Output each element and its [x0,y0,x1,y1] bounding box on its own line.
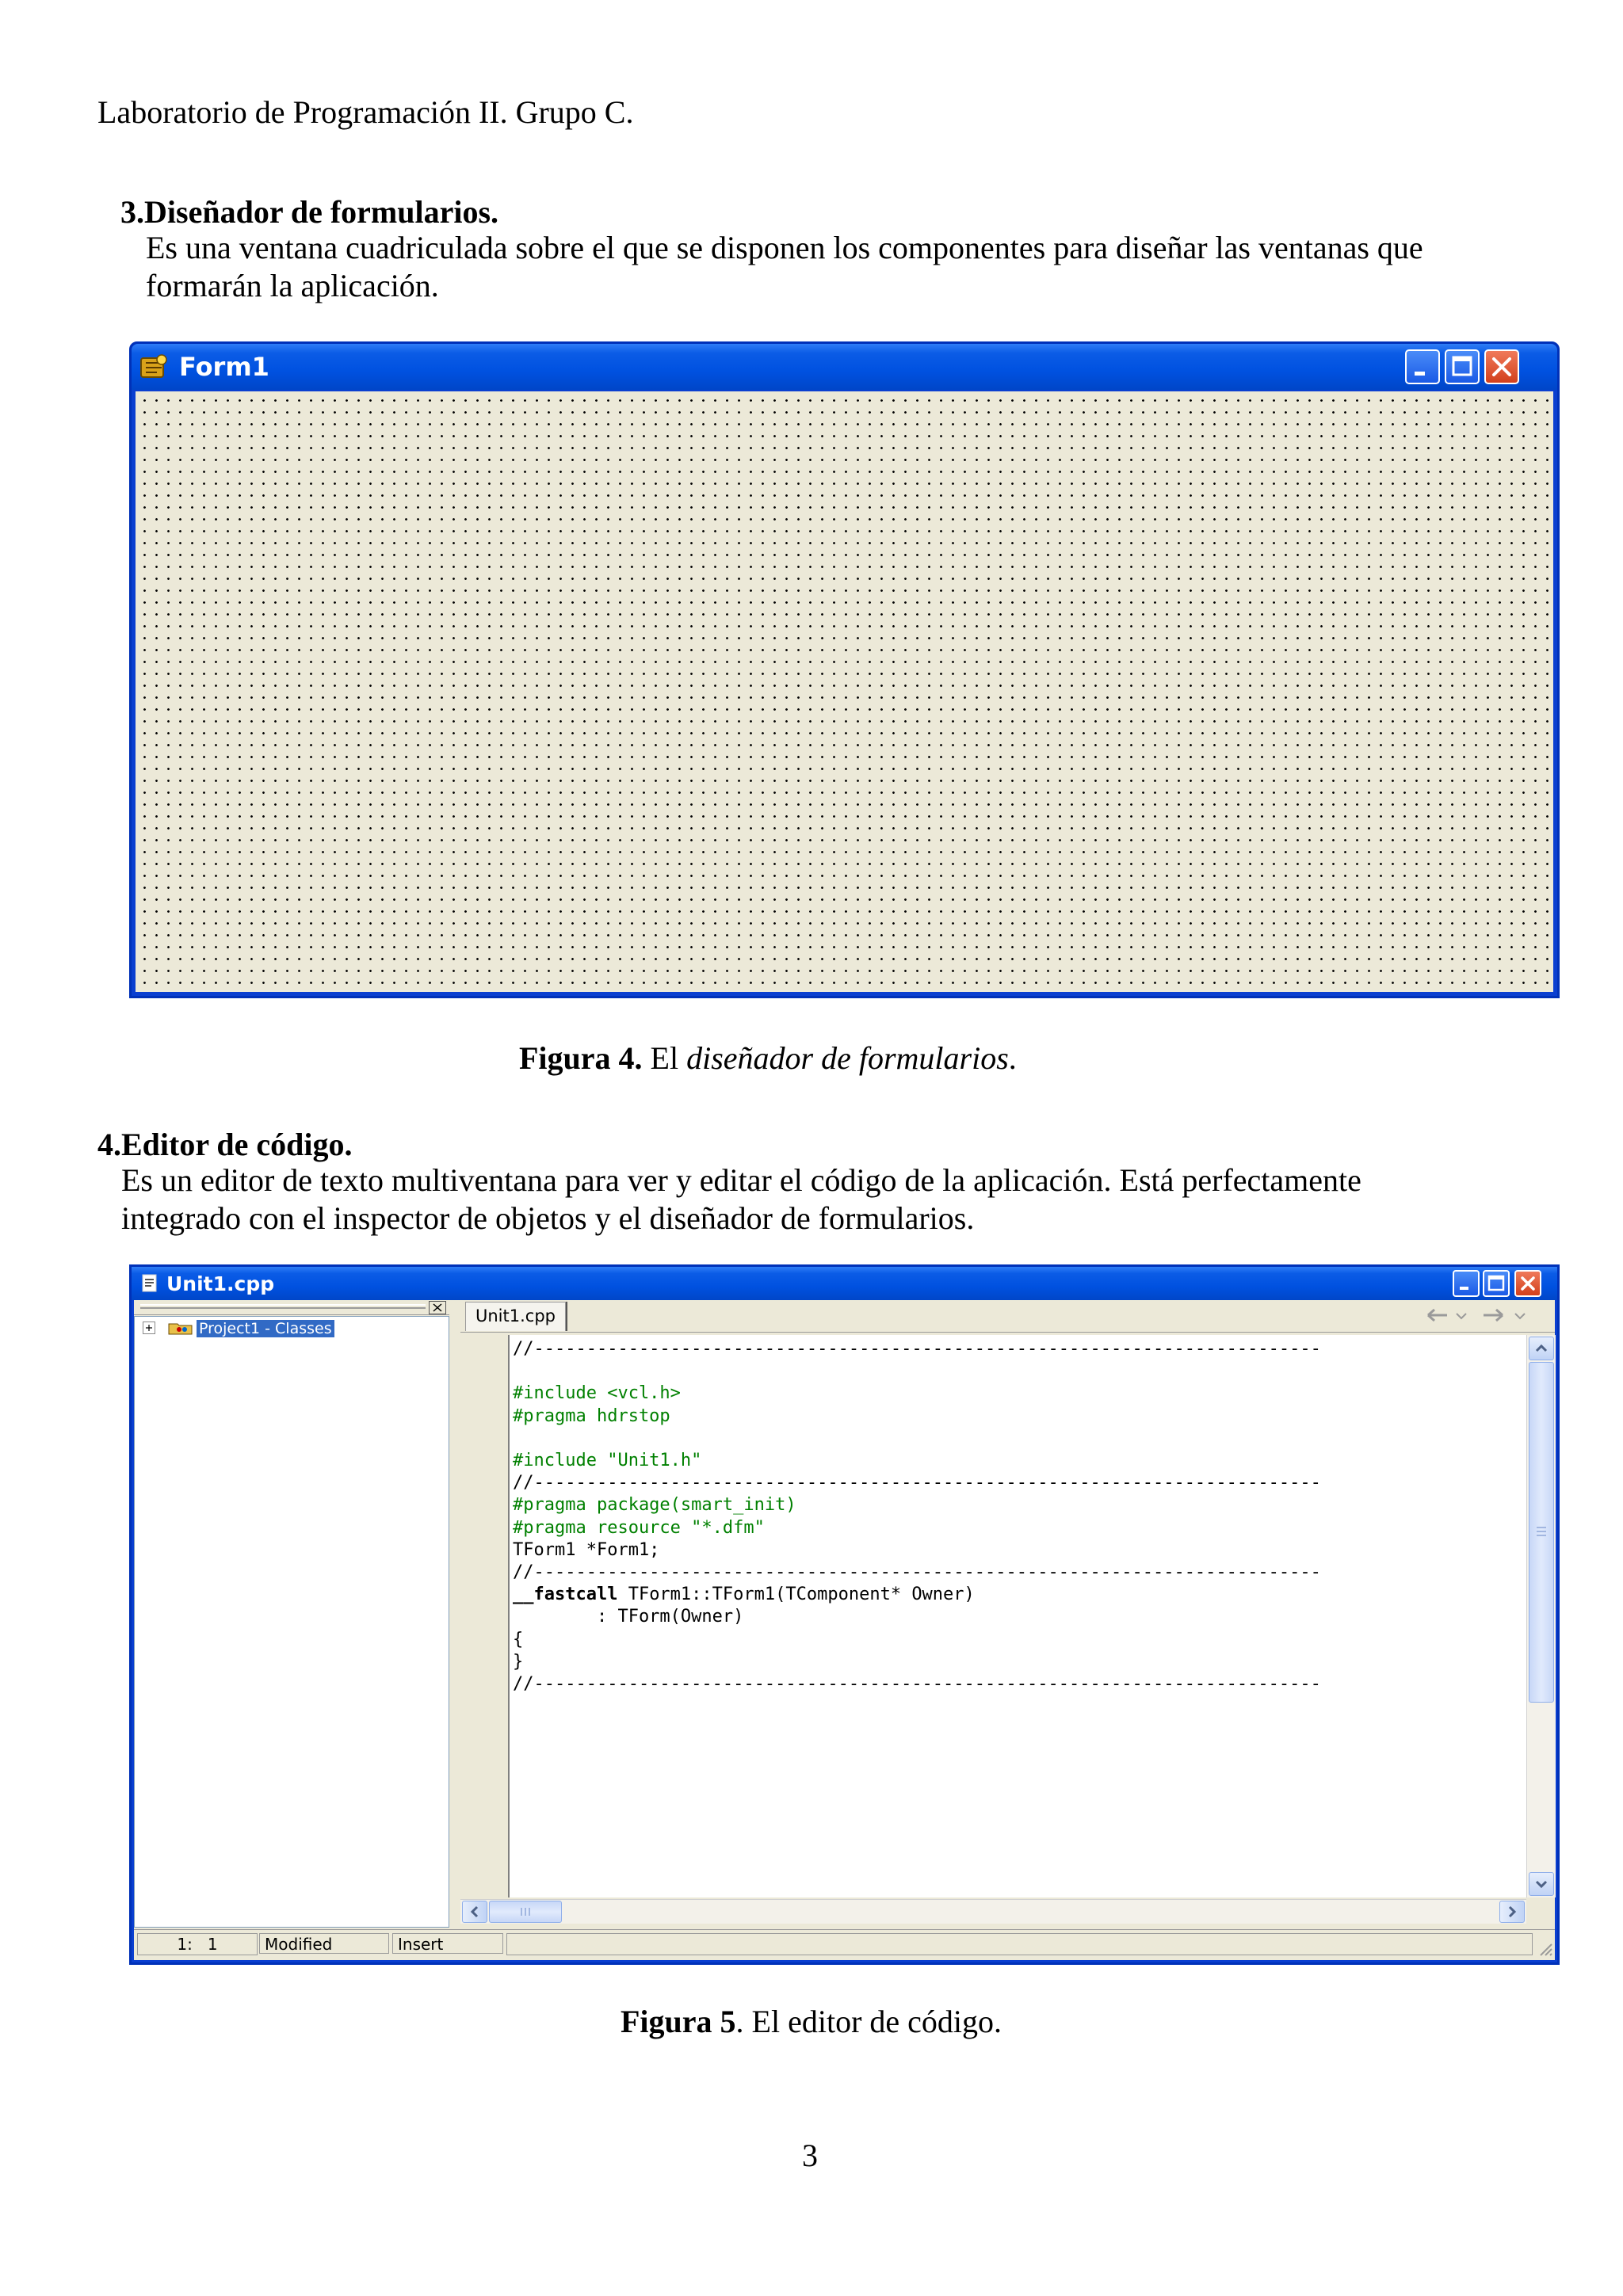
code-line: : TForm(Owner) [513,1607,744,1627]
code-line: #include "Unit1.h" [513,1451,702,1471]
section-text-form-designer [146,229,1423,305]
caption-text: . El editor de código. [735,2004,1002,2039]
code-line: //--------------------------------------------------------------------------- [513,1674,1321,1695]
maximize-icon [1446,351,1478,383]
caption-end: . [1008,1040,1017,1076]
chevron-left-icon [463,1901,487,1922]
section-text-code-editor [121,1161,1361,1238]
class-explorer-pane [134,1300,449,1928]
code-line: #pragma hdrstop [513,1405,670,1426]
explorer-close-button[interactable] [429,1301,446,1314]
figure-5-caption [621,2003,1002,2040]
maximize-button[interactable] [1445,349,1480,384]
code-line [513,1360,1321,1383]
form-designer-window[interactable] [129,341,1560,998]
status-bar [134,1929,1555,1958]
pane-splitter[interactable] [449,1300,460,1928]
explorer-grip[interactable] [140,1304,426,1309]
maximize-icon [1484,1272,1508,1295]
grip-icon [1529,1363,1553,1702]
chevron-down-icon [1529,1873,1553,1895]
code-line: //--------------------------------------------------------------------------- [513,1473,1321,1493]
code-line: #pragma resource "*.dfm" [513,1517,765,1538]
explorer-tree[interactable] [134,1316,449,1928]
minimize-icon [1407,351,1438,383]
code-line: } [513,1651,524,1672]
code-line: #pragma package(smart_init) [513,1495,796,1516]
cbuilder-app-icon [139,353,168,380]
figure-4-caption [519,1039,1017,1077]
scroll-down-button[interactable] [1529,1872,1554,1896]
status-cursor-position: 1: 1 [137,1933,258,1955]
close-icon [1516,1272,1540,1295]
code-line: __fastcall TForm1::TForm1(TComponent* Owner) [513,1585,975,1605]
editor-client-area [134,1300,1555,1960]
caption-label: Figura 4. [519,1040,643,1076]
section-text-line: Es un editor de texto multiventana para ver y editar el código de la aplicación. Está perfectamente [121,1162,1361,1198]
caption-label: Figura 5 [621,2004,736,2039]
minimize-button[interactable] [1405,349,1440,384]
maximize-button[interactable] [1483,1270,1510,1297]
forward-arrow-icon[interactable] [1484,1310,1503,1321]
forward-dropdown-icon[interactable] [1515,1314,1525,1318]
code-content [513,1338,1321,1695]
editor-title-bar[interactable] [132,1267,1557,1300]
section-text-line: integrado con el inspector de objetos y el diseñador de formularios. [121,1200,975,1236]
code-line: TForm1 *Form1; [513,1539,660,1560]
navigation-arrows [1420,1303,1547,1327]
form-design-grid[interactable] [136,391,1553,992]
close-icon [430,1302,445,1314]
code-text-area[interactable] [510,1335,1526,1897]
status-modified: Modified [259,1933,389,1954]
code-editor-window[interactable] [129,1264,1560,1965]
status-message-panel [506,1933,1533,1955]
page-header: Laboratorio de Programación II. Grupo C. [97,94,634,130]
grip-icon [490,1901,561,1922]
section-heading-form-designer: 3.Diseñador de formularios. [120,194,499,230]
scroll-left-button[interactable] [462,1901,487,1923]
page-number: 3 [802,2138,818,2173]
editor-gutter [460,1335,510,1897]
close-button[interactable] [1514,1270,1541,1297]
back-arrow-icon[interactable] [1428,1310,1447,1321]
expand-icon[interactable] [143,1322,155,1334]
section-text-line: Es una ventana cuadriculada sobre el que se disponen los componentes para diseñar las ventanas que [146,230,1423,265]
scroll-up-button[interactable] [1529,1337,1554,1360]
close-icon [1486,351,1518,383]
explorer-header [134,1300,449,1315]
code-line: //--------------------------------------------------------------------------- [513,1562,1321,1583]
scroll-thumb[interactable] [1529,1362,1554,1703]
section-text-line: formarán la aplicación. [146,268,439,303]
horizontal-scrollbar[interactable] [460,1899,1526,1924]
chevron-right-icon [1500,1901,1524,1922]
code-line: //--------------------------------------------------------------------------- [513,1339,1321,1359]
project-icon [168,1321,193,1335]
tab-unit1-cpp[interactable]: Unit1.cpp [465,1302,566,1331]
form-window-title: Form1 [179,352,269,382]
minimize-icon [1454,1272,1478,1295]
resize-grip-icon[interactable] [1536,1939,1553,1957]
minimize-button[interactable] [1453,1270,1480,1297]
close-button[interactable] [1484,349,1519,384]
code-line [513,1428,1321,1450]
code-line: #include <vcl.h> [513,1383,681,1404]
caption-text: El [642,1040,687,1076]
tree-item-project[interactable]: Project1 - Classes [197,1320,334,1337]
code-line: { [513,1629,524,1650]
back-dropdown-icon[interactable] [1457,1314,1466,1318]
editor-tab-bar [460,1300,1555,1333]
scroll-right-button[interactable] [1499,1901,1525,1923]
caption-emphasis: diseñador de formularios [686,1040,1009,1076]
document-icon [141,1273,158,1297]
horizontal-scroll-thumb[interactable] [489,1901,562,1923]
status-insert-mode: Insert [392,1933,503,1954]
editor-window-title: Unit1.cpp [166,1272,275,1295]
vertical-scrollbar[interactable] [1526,1335,1556,1897]
chevron-up-icon [1529,1337,1553,1360]
section-heading-code-editor: 4.Editor de código. [97,1127,353,1162]
form-title-bar[interactable] [132,344,1557,390]
